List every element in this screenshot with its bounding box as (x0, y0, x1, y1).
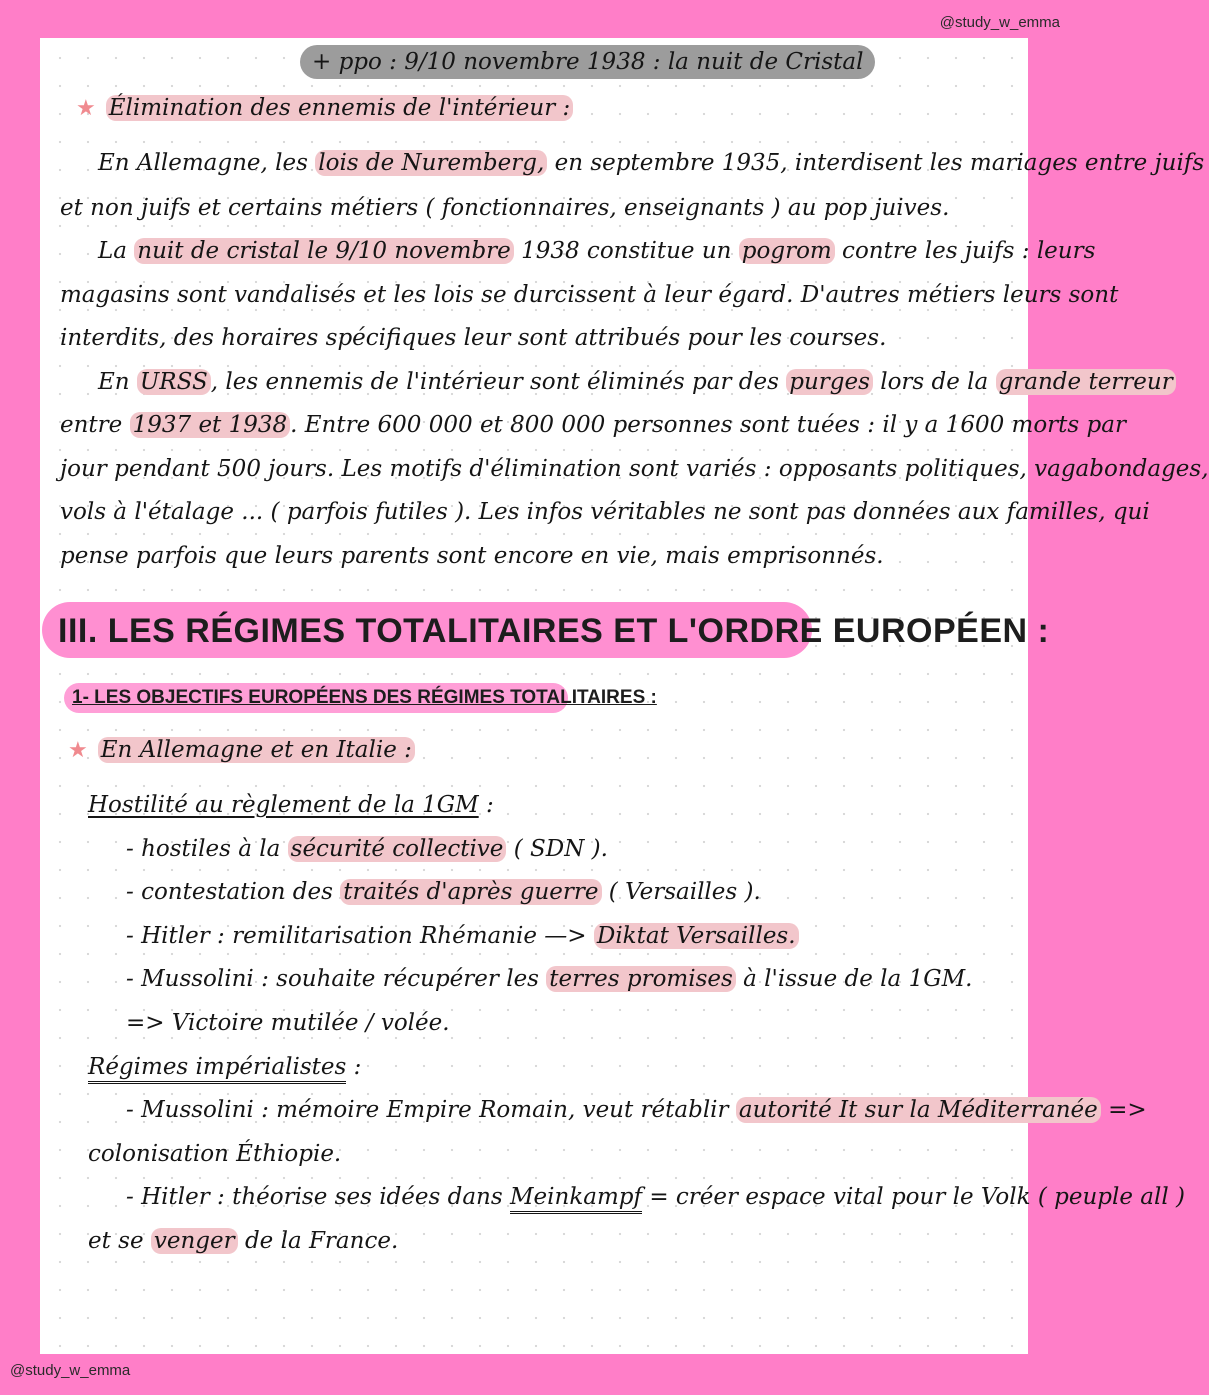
highlight: venger (151, 1228, 238, 1254)
p1-line2: et non juifs et certains métiers ( fonctionnaires, enseignants ) au pop juives. (60, 195, 950, 221)
heading-germany-italy (68, 728, 1028, 773)
highlight: lois de Nuremberg, (315, 150, 547, 176)
highlight: terres promises (546, 966, 736, 992)
p3-line2: entre 1937 et 1938 . Entre 600 000 et 800 000 personnes sont tuées : il y a 1600 morts par (60, 412, 1126, 438)
watermark-top: @study_w_emma (939, 14, 1060, 31)
imperialist-heading: Régimes impérialistes : (88, 1045, 1048, 1089)
p2-line2: magasins sont vandalisés et les lois se durcissent à leur égard. D'autres métiers leurs sont (60, 282, 1119, 308)
hostility-heading: Hostilité au règlement de la 1GM : (88, 792, 494, 818)
watermark-bottom: @study_w_emma (10, 1362, 131, 1379)
p2-line1: La nuit de cristal le 9/10 novembre 1938 constitue un pogrom contre les juifs : leurs (98, 238, 1096, 264)
highlight: autorité It sur la Méditerranée (736, 1097, 1101, 1123)
highlight: Diktat Versailles. (594, 923, 799, 949)
heading-enemies (76, 86, 1036, 131)
p2-line3: interdits, des horaires spécifiques leur sont attribués pour les courses. (60, 325, 887, 351)
highlight: traités d'après guerre (340, 879, 601, 905)
heading-enemies-text: Élimination des ennemis de l'intérieur : (106, 95, 574, 121)
subsection-title: 1- LES OBJECTIFS EUROPÉENS DES RÉGIMES TOTALITAIRES : (72, 687, 657, 708)
star-icon: ★ (76, 96, 96, 121)
meinkampf-underline: Meinkampf (510, 1184, 642, 1214)
section-title: III. LES RÉGIMES TOTALITAIRES ET L'ORDRE EUROPÉEN : (58, 612, 1050, 650)
highlight: grande terreur (996, 369, 1176, 395)
hostility-item-2: - contestation des traités d'après guerre ( Versailles ). (126, 879, 761, 905)
highlight: URSS (137, 369, 211, 395)
p1-line1: En Allemagne, les lois de Nuremberg, en septembre 1935, interdisent les mariages entre juifs (98, 150, 1205, 176)
imperialist-item-2-line2: et se venger de la France. (88, 1228, 399, 1254)
star-icon: ★ (68, 738, 88, 763)
imperialist-item-1-line2: colonisation Éthiopie. (88, 1141, 342, 1167)
highlight: pogrom (739, 238, 835, 264)
highlight: purges (786, 369, 873, 395)
hostility-item-3: - Hitler : remilitarisation Rhémanie —> Diktat Versailles. (126, 914, 1086, 958)
imperialist-item-2: - Hitler : théorise ses idées dans Meinkampf = créer espace vital pour le Volk ( peuple all ) (126, 1175, 1086, 1219)
p3-line1: En URSS , les ennemis de l'intérieur sont éliminés par des purges lors de la grande terreur (98, 360, 1058, 404)
hostility-item-1: - hostiles à la sécurité collective ( SDN ). (126, 836, 608, 862)
hostility-item-4: - Mussolini : souhaite récupérer les terres promises à l'issue de la 1GM. (126, 966, 973, 992)
hostility-conclusion: => Victoire mutilée / volée. (126, 1010, 450, 1036)
imperialist-item-1: - Mussolini : mémoire Empire Romain, veut rétablir autorité It sur la Méditerranée => (126, 1097, 1147, 1123)
p3-line4: vols à l'étalage ... ( parfois futiles ). Les infos véritables ne sont pas données aux familles, qui (60, 499, 1150, 525)
p3-line5: pense parfois que leurs parents sont encore en vie, mais emprisonnés. (60, 543, 884, 569)
p3-line3: jour pendant 500 jours. Les motifs d'élimination sont variés : opposants politiques, vagabondages, (60, 456, 1209, 482)
heading-germany-italy-text: En Allemagne et en Italie : (98, 737, 415, 763)
ppo-banner: + ppo : 9/10 novembre 1938 : la nuit de Cristal (300, 45, 875, 79)
highlight: sécurité collective (288, 836, 507, 862)
highlight: 1937 et 1938 (130, 412, 291, 438)
highlight: nuit de cristal le 9/10 novembre (134, 238, 513, 264)
